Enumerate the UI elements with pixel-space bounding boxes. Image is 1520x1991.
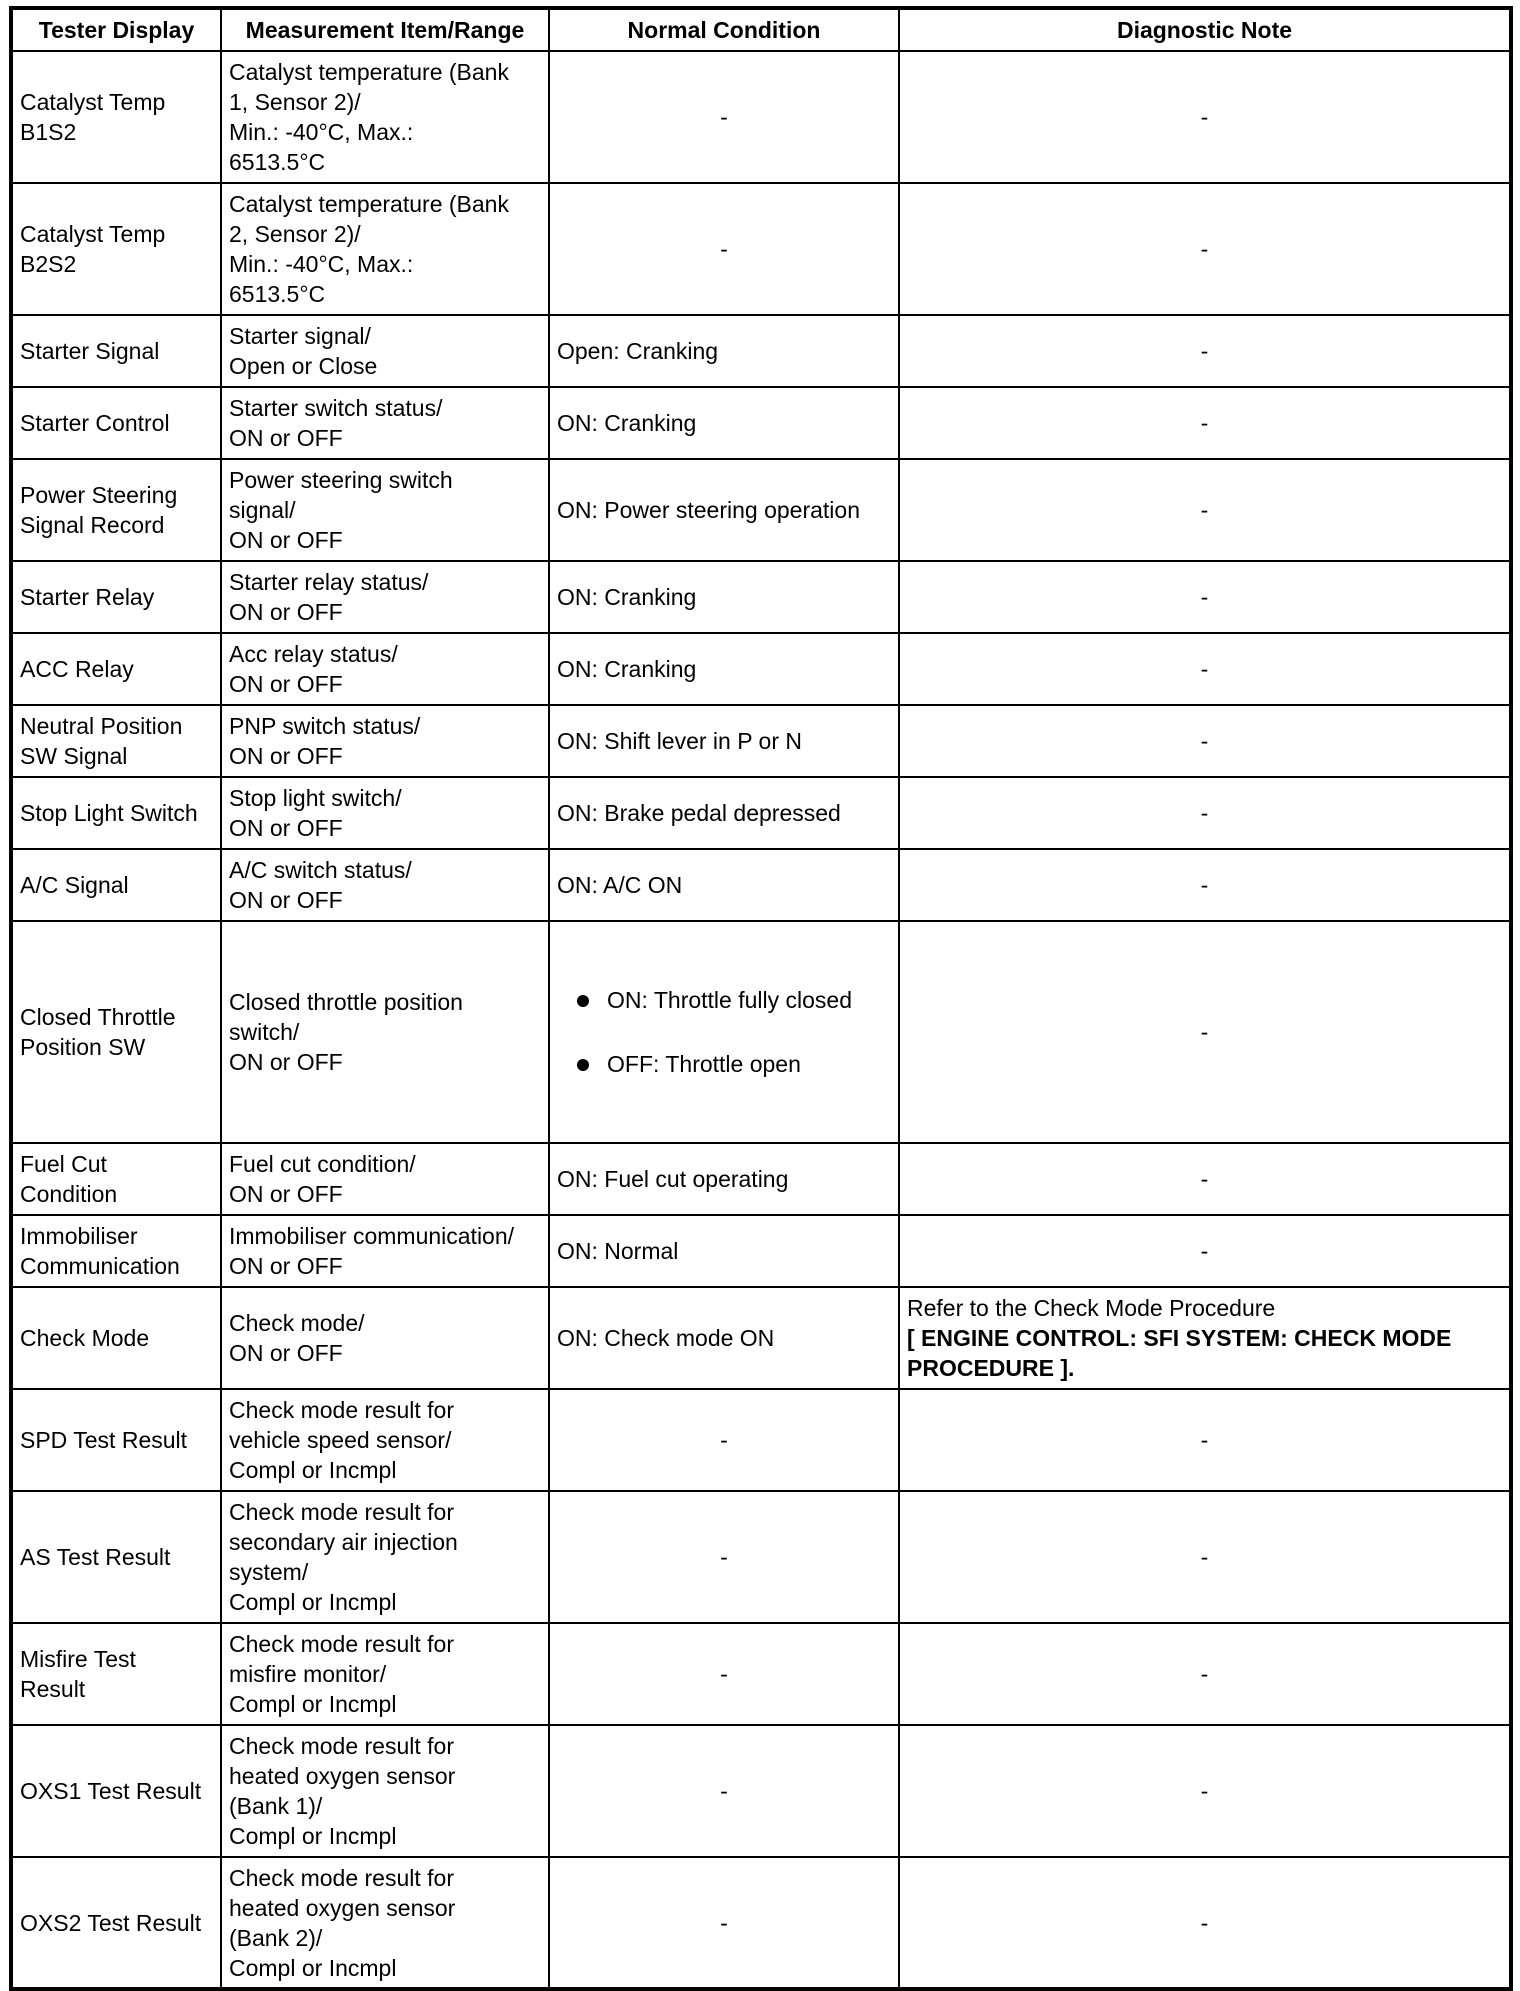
header-normal-condition: Normal Condition: [549, 8, 899, 51]
tester-display-cell: Immobiliser Communication: [11, 1215, 221, 1287]
table-row: [11, 51, 1511, 183]
diagnostic-note-cell: -: [899, 633, 1511, 705]
diagnostic-note-cell: -: [899, 777, 1511, 849]
header-diagnostic-note: Diagnostic Note: [899, 8, 1511, 51]
tester-display-cell: A/C Signal: [11, 849, 221, 921]
normal-condition-cell: -: [549, 1389, 899, 1491]
normal-condition-cell: -: [549, 1857, 899, 1989]
bullet-item: ON: Throttle fully closed: [607, 983, 891, 1017]
tester-display-cell: OXS1 Test Result: [11, 1725, 221, 1857]
measurement-item-cell: Starter relay status/ ON or OFF: [221, 561, 549, 633]
table-row: [11, 1143, 1511, 1215]
diagnostic-note-cell: -: [899, 387, 1511, 459]
measurement-item-cell: A/C switch status/ ON or OFF: [221, 849, 549, 921]
normal-condition-cell: [549, 921, 899, 1143]
measurement-item-cell: Catalyst temperature (Bank 1, Sensor 2)/ Min.: -40°C, Max.: 6513.5°C: [221, 51, 549, 183]
normal-condition-cell: ON: Check mode ON: [549, 1287, 899, 1389]
normal-condition-bullet-list: [557, 953, 891, 1111]
diagnostic-note-cell: -: [899, 1491, 1511, 1623]
measurement-item-cell: Check mode/ ON or OFF: [221, 1287, 549, 1389]
measurement-item-cell: Check mode result for heated oxygen sensor (Bank 2)/ Compl or Incmpl: [221, 1857, 549, 1989]
normal-condition-cell: -: [549, 51, 899, 183]
tester-display-cell: Catalyst Temp B2S2: [11, 183, 221, 315]
measurement-item-cell: PNP switch status/ ON or OFF: [221, 705, 549, 777]
measurement-item-cell: Check mode result for vehicle speed sensor/ Compl or Incmpl: [221, 1389, 549, 1491]
table-row: [11, 1491, 1511, 1623]
check-mode-note-text: Refer to the Check Mode Procedure: [907, 1295, 1276, 1321]
measurement-item-cell: Closed throttle position switch/ ON or OFF: [221, 921, 549, 1143]
table-row: [11, 705, 1511, 777]
tester-display-cell: Starter Signal: [11, 315, 221, 387]
tester-display-cell: Check Mode: [11, 1287, 221, 1389]
table-row: [11, 1725, 1511, 1857]
diagnostic-note-cell: -: [899, 459, 1511, 561]
table-row: [11, 1857, 1511, 1989]
tester-display-cell: Closed Throttle Position SW: [11, 921, 221, 1143]
tester-display-cell: Fuel Cut Condition: [11, 1143, 221, 1215]
bullet-item: OFF: Throttle open: [607, 1047, 891, 1081]
normal-condition-cell: ON: Normal: [549, 1215, 899, 1287]
diagnostic-note-cell: -: [899, 1389, 1511, 1491]
table-row: [11, 1623, 1511, 1725]
normal-condition-cell: ON: Cranking: [549, 561, 899, 633]
tester-display-cell: Misfire Test Result: [11, 1623, 221, 1725]
measurement-item-cell: Check mode result for heated oxygen sensor (Bank 1)/ Compl or Incmpl: [221, 1725, 549, 1857]
measurement-item-cell: Catalyst temperature (Bank 2, Sensor 2)/ Min.: -40°C, Max.: 6513.5°C: [221, 183, 549, 315]
diagnostic-note-cell: -: [899, 1725, 1511, 1857]
tester-display-cell: Catalyst Temp B1S2: [11, 51, 221, 183]
check-mode-procedure-link[interactable]: [ ENGINE CONTROL: SFI SYSTEM: CHECK MODE PROCEDURE ].: [907, 1325, 1452, 1381]
table-row: [11, 1389, 1511, 1491]
table-row: [11, 849, 1511, 921]
header-row: [11, 8, 1511, 51]
normal-condition-cell: -: [549, 1725, 899, 1857]
normal-condition-cell: -: [549, 183, 899, 315]
table-row: [11, 387, 1511, 459]
measurement-item-cell: Starter signal/ Open or Close: [221, 315, 549, 387]
measurement-item-cell: Fuel cut condition/ ON or OFF: [221, 1143, 549, 1215]
tester-display-cell: Starter Control: [11, 387, 221, 459]
header-tester-display: Tester Display: [11, 8, 221, 51]
measurement-item-cell: Acc relay status/ ON or OFF: [221, 633, 549, 705]
tester-display-cell: Starter Relay: [11, 561, 221, 633]
diagnostic-note-cell: -: [899, 1623, 1511, 1725]
normal-condition-cell: ON: A/C ON: [549, 849, 899, 921]
measurement-item-cell: Check mode result for secondary air injection system/ Compl or Incmpl: [221, 1491, 549, 1623]
normal-condition-cell: ON: Brake pedal depressed: [549, 777, 899, 849]
table-row: [11, 633, 1511, 705]
table-row: [11, 459, 1511, 561]
diagnostic-note-cell: -: [899, 1857, 1511, 1989]
tester-display-cell: ACC Relay: [11, 633, 221, 705]
measurement-item-cell: Stop light switch/ ON or OFF: [221, 777, 549, 849]
tester-display-cell: Neutral Position SW Signal: [11, 705, 221, 777]
diagnostic-note-cell: -: [899, 1215, 1511, 1287]
normal-condition-cell: ON: Shift lever in P or N: [549, 705, 899, 777]
measurement-item-cell: Power steering switch signal/ ON or OFF: [221, 459, 549, 561]
tester-display-cell: Power Steering Signal Record: [11, 459, 221, 561]
table-row: [11, 183, 1511, 315]
table-row: [11, 921, 1511, 1143]
measurement-item-cell: Immobiliser communication/ ON or OFF: [221, 1215, 549, 1287]
diagnostic-note-cell: -: [899, 561, 1511, 633]
tester-display-cell: Stop Light Switch: [11, 777, 221, 849]
diagnostic-note-cell: -: [899, 183, 1511, 315]
normal-condition-cell: -: [549, 1491, 899, 1623]
measurement-item-cell: Check mode result for misfire monitor/ Compl or Incmpl: [221, 1623, 549, 1725]
diagnostic-note-cell: -: [899, 315, 1511, 387]
tester-display-cell: SPD Test Result: [11, 1389, 221, 1491]
normal-condition-cell: ON: Cranking: [549, 633, 899, 705]
normal-condition-cell: ON: Fuel cut operating: [549, 1143, 899, 1215]
diagnostic-note-cell: -: [899, 51, 1511, 183]
normal-condition-cell: ON: Cranking: [549, 387, 899, 459]
normal-condition-cell: Open: Cranking: [549, 315, 899, 387]
table-row: [11, 561, 1511, 633]
diagnostic-note-cell: -: [899, 849, 1511, 921]
header-measurement-item: Measurement Item/Range: [221, 8, 549, 51]
diagnostic-note-cell: [899, 1287, 1511, 1389]
table-row: [11, 1215, 1511, 1287]
normal-condition-cell: -: [549, 1623, 899, 1725]
diagnostic-note-cell: -: [899, 1143, 1511, 1215]
diagnostic-note-cell: -: [899, 921, 1511, 1143]
tester-display-cell: AS Test Result: [11, 1491, 221, 1623]
measurement-item-cell: Starter switch status/ ON or OFF: [221, 387, 549, 459]
data-list-table: [9, 6, 1513, 1991]
table-row: [11, 315, 1511, 387]
normal-condition-cell: ON: Power steering operation: [549, 459, 899, 561]
table-row: [11, 777, 1511, 849]
table-row: [11, 1287, 1511, 1389]
diagnostic-note-cell: -: [899, 705, 1511, 777]
tester-display-cell: OXS2 Test Result: [11, 1857, 221, 1989]
